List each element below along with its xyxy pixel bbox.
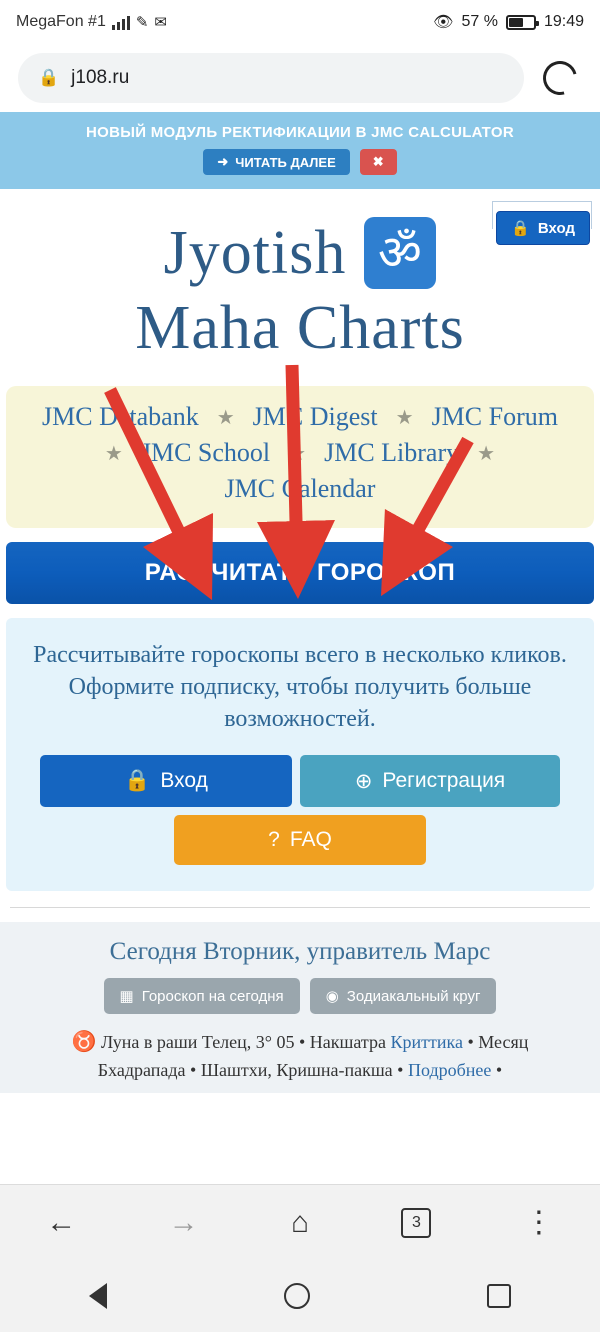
forward-arrow-icon[interactable]: → xyxy=(168,1205,199,1239)
battery-percent: 57 % xyxy=(461,13,498,30)
grid-icon: ▦ xyxy=(119,988,134,1006)
om-icon: ॐ xyxy=(364,217,436,289)
arrow-right-icon: ➜ xyxy=(217,154,229,169)
today-panel xyxy=(0,922,600,1093)
clock-label: 19:49 xyxy=(543,13,584,30)
nav-link-forum[interactable]: JMC Forum xyxy=(431,402,558,432)
star-icon: ★ xyxy=(104,442,123,465)
overflow-menu-icon[interactable]: ⋮ xyxy=(523,1206,554,1239)
back-arrow-icon[interactable]: ← xyxy=(46,1205,77,1239)
promo-read-more-label: ЧИТАТЬ ДАЛЕЕ xyxy=(235,154,336,170)
today-horoscope-button[interactable] xyxy=(104,978,300,1014)
star-icon: ★ xyxy=(395,406,414,429)
site-nav-panel xyxy=(6,386,594,528)
info-buttons xyxy=(24,755,576,807)
battery-icon xyxy=(506,15,536,30)
info-register-button[interactable] xyxy=(300,755,560,807)
nav-row-2 xyxy=(16,438,584,468)
taurus-icon: ♉ xyxy=(71,1031,97,1054)
promo-title: НОВЫЙ МОДУЛЬ РЕКТИФИКАЦИИ В JMC CALCULATOR xyxy=(86,124,514,141)
today-nakshatra-link[interactable]: Криттика xyxy=(390,1032,463,1053)
site-content xyxy=(0,189,600,1093)
system-recents-icon[interactable] xyxy=(487,1284,511,1308)
today-details xyxy=(10,1028,590,1083)
section-divider xyxy=(10,907,590,908)
lock-icon: 🔒 xyxy=(511,220,530,237)
today-line1-post: • Месяц xyxy=(462,1032,529,1053)
status-right xyxy=(433,12,584,32)
info-login-button[interactable] xyxy=(40,755,292,807)
eye-icon: 👁 xyxy=(433,14,454,31)
nav-row-3 xyxy=(16,474,584,504)
zodiac-icon: ◉ xyxy=(325,988,339,1006)
logo-text-jyotish: Jyotish xyxy=(163,219,347,287)
status-bar xyxy=(0,0,600,44)
info-login-label: Вход xyxy=(160,769,208,793)
nav-link-library[interactable]: JMC Library xyxy=(324,438,460,468)
today-line1-pre: Луна в раши Телец, 3° 05 • Накшатра xyxy=(101,1032,391,1053)
info-text-line-1: Рассчитывайте гороскопы всего в несколько кликов. xyxy=(33,642,567,669)
question-circle-icon: ? xyxy=(268,828,280,852)
home-icon[interactable]: ⌂ xyxy=(290,1205,310,1239)
today-line2-post: • xyxy=(491,1060,503,1081)
system-nav-bar xyxy=(0,1260,600,1332)
logo-text-maha-charts: Maha Charts xyxy=(135,294,465,362)
calculate-horoscope-button[interactable] xyxy=(6,542,594,604)
url-text: j108.ru xyxy=(71,67,130,88)
today-horoscope-label: Гороскоп на сегодня xyxy=(141,987,284,1005)
promo-read-more-button[interactable] xyxy=(203,149,349,175)
info-faq-button[interactable] xyxy=(174,815,426,865)
promo-actions xyxy=(0,149,600,175)
browser-nav-bar xyxy=(0,1184,600,1260)
info-register-label: Регистрация xyxy=(382,769,506,793)
star-icon: ★ xyxy=(477,442,496,465)
today-title: Сегодня Вторник, управитель Марс xyxy=(109,938,491,966)
promo-close-button[interactable] xyxy=(360,149,397,175)
nav-link-databank[interactable]: JMC Databank xyxy=(42,402,199,432)
star-icon: ★ xyxy=(216,406,235,429)
close-icon: ✖ xyxy=(372,154,384,169)
calculate-horoscope-label: РАССЧИТАТЬ ГОРОСКОП xyxy=(144,559,456,587)
plus-circle-icon: ⊕ xyxy=(354,769,373,793)
today-line2-pre: Бхадрапада • Шаштхи, Кришна-пакша • xyxy=(97,1060,408,1081)
zodiac-circle-label: Зодиакальный круг xyxy=(346,987,481,1005)
status-left xyxy=(16,13,167,31)
header-login-button[interactable] xyxy=(496,211,590,245)
star-icon: ★ xyxy=(288,442,307,465)
system-back-icon[interactable] xyxy=(89,1283,107,1309)
info-text-line-2: Оформите подписку, чтобы получить больше возможностей. xyxy=(68,673,532,732)
lock-icon: 🔒 xyxy=(38,68,60,87)
today-more-link[interactable]: Подробнее xyxy=(407,1060,492,1081)
address-bar[interactable] xyxy=(18,53,524,103)
mail-icon: ✉ xyxy=(154,14,167,31)
carrier-label: MegaFon #1 xyxy=(16,13,106,30)
system-home-icon[interactable] xyxy=(284,1283,310,1309)
signal-icon xyxy=(112,14,130,30)
lock-icon: 🔒 xyxy=(124,769,151,793)
nav-row-1 xyxy=(16,402,584,432)
reload-icon xyxy=(537,55,583,101)
info-panel xyxy=(6,618,594,891)
nav-link-calendar[interactable]: JMC Calendar xyxy=(224,474,376,504)
promo-banner xyxy=(0,112,600,189)
pen-icon: ✎ xyxy=(135,14,149,31)
info-faq-label: FAQ xyxy=(289,828,332,852)
nav-link-school[interactable]: JMC School xyxy=(140,438,271,468)
today-buttons xyxy=(10,978,590,1014)
header-login-label: Вход xyxy=(537,219,575,237)
nav-link-digest[interactable]: JMC Digest xyxy=(252,402,378,432)
tab-count-button[interactable] xyxy=(401,1208,431,1238)
zodiac-circle-button[interactable] xyxy=(310,978,497,1014)
browser-toolbar xyxy=(0,44,600,112)
tab-count-label: 3 xyxy=(411,1213,421,1231)
reload-button[interactable] xyxy=(538,61,582,95)
